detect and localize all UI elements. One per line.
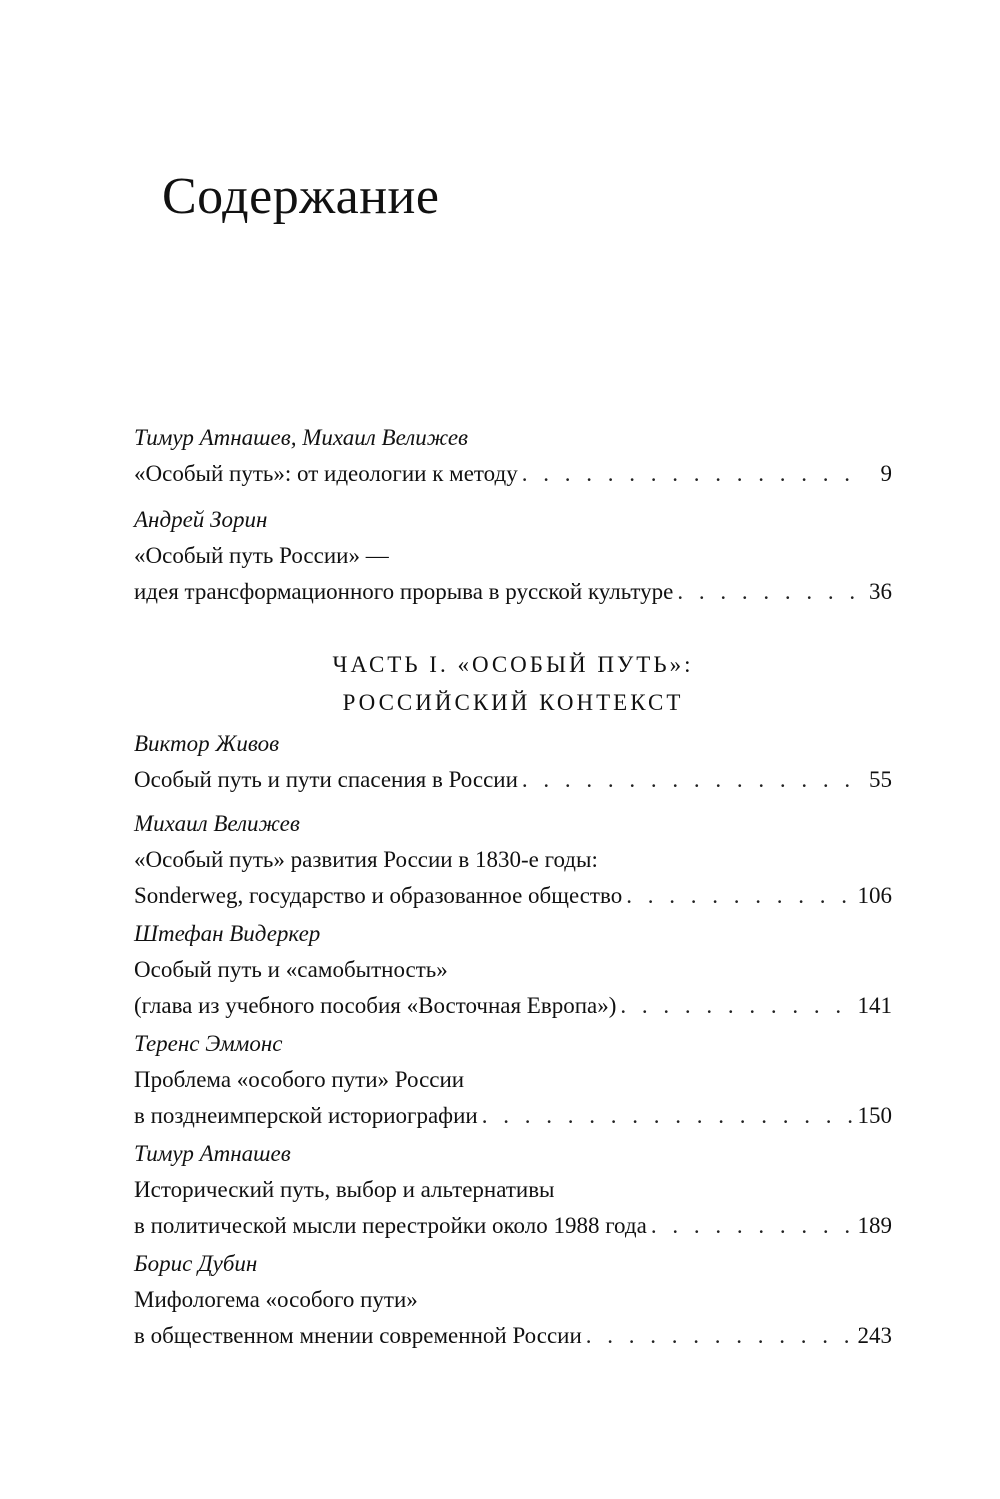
page-title: Содержание <box>162 168 440 225</box>
entry-title: Проблема «особого пути» России <box>134 1067 465 1092</box>
dot-leader <box>647 1208 858 1244</box>
toc-entry <box>134 916 892 1024</box>
dot-leader <box>673 574 862 610</box>
entry-author: Михаил Велижев <box>134 811 300 836</box>
dot-leader <box>478 1098 858 1134</box>
entry-title: Sonderweg, государство и образованное общество <box>134 883 623 908</box>
entry-author: Тимур Атнашев <box>134 1141 291 1166</box>
entry-title: Особый путь и «самобытность» <box>134 957 448 982</box>
part-heading <box>134 646 892 722</box>
entry-title-line <box>134 1098 892 1134</box>
entry-title: «Особый путь»: от идеологии к методу <box>134 461 518 486</box>
entry-title: идея трансформационного прорыва в русской культуре <box>134 579 674 604</box>
part-heading-line: РОССИЙСКИЙ КОНТЕКСТ <box>342 690 684 715</box>
dot-leader <box>518 456 862 492</box>
entry-author: Борис Дубин <box>134 1251 258 1276</box>
entry-title: в общественном мнении современной России <box>134 1323 582 1348</box>
toc-entry <box>134 726 892 798</box>
toc-entry <box>134 1136 892 1244</box>
entry-author: Андрей Зорин <box>134 507 268 532</box>
entry-author: Штефан Видеркер <box>134 921 321 946</box>
page-number: 243 <box>857 1323 892 1348</box>
entry-title: Мифологема «особого пути» <box>134 1287 418 1312</box>
dot-leader <box>622 878 857 914</box>
entry-title-line <box>134 1318 892 1354</box>
toc-entry <box>134 1026 892 1134</box>
entry-title-line <box>134 988 892 1024</box>
entry-title: Особый путь и пути спасения в России <box>134 767 518 792</box>
page-number: 36 <box>869 579 892 604</box>
entry-title: в позднеимперской историографии <box>134 1103 478 1128</box>
page-number: 150 <box>857 1103 892 1128</box>
entry-title: в политической мысли перестройки около 1988 года <box>134 1213 647 1238</box>
toc-entry <box>134 420 892 492</box>
dot-leader <box>582 1318 858 1354</box>
entry-title-line <box>134 762 892 798</box>
toc-entry <box>134 502 892 610</box>
toc-entry <box>134 806 892 914</box>
entry-title: Исторический путь, выбор и альтернативы <box>134 1177 555 1202</box>
entry-title-line <box>134 1208 892 1244</box>
toc-entry <box>134 1246 892 1354</box>
entry-title: «Особый путь» развития России в 1830-е годы: <box>134 847 598 872</box>
page-number: 9 <box>880 461 892 486</box>
entry-title: «Особый путь России» — <box>134 543 389 568</box>
entry-title-line <box>134 456 892 492</box>
page-number: 141 <box>857 993 892 1018</box>
dot-leader <box>616 988 857 1024</box>
entry-title: (глава из учебного пособия «Восточная Европа») <box>134 993 617 1018</box>
page-number: 189 <box>857 1213 892 1238</box>
page-number: 55 <box>869 767 892 792</box>
page-number: 106 <box>857 883 892 908</box>
entry-title-line <box>134 574 892 610</box>
entry-author: Тимур Атнашев, Михаил Велижев <box>134 425 469 450</box>
entry-author: Теренс Эммонс <box>134 1031 283 1056</box>
part-heading-line: ЧАСТЬ I. «ОСОБЫЙ ПУТЬ»: <box>332 652 694 677</box>
entry-author: Виктор Живов <box>134 731 280 756</box>
dot-leader <box>518 762 862 798</box>
entry-title-line <box>134 878 892 914</box>
